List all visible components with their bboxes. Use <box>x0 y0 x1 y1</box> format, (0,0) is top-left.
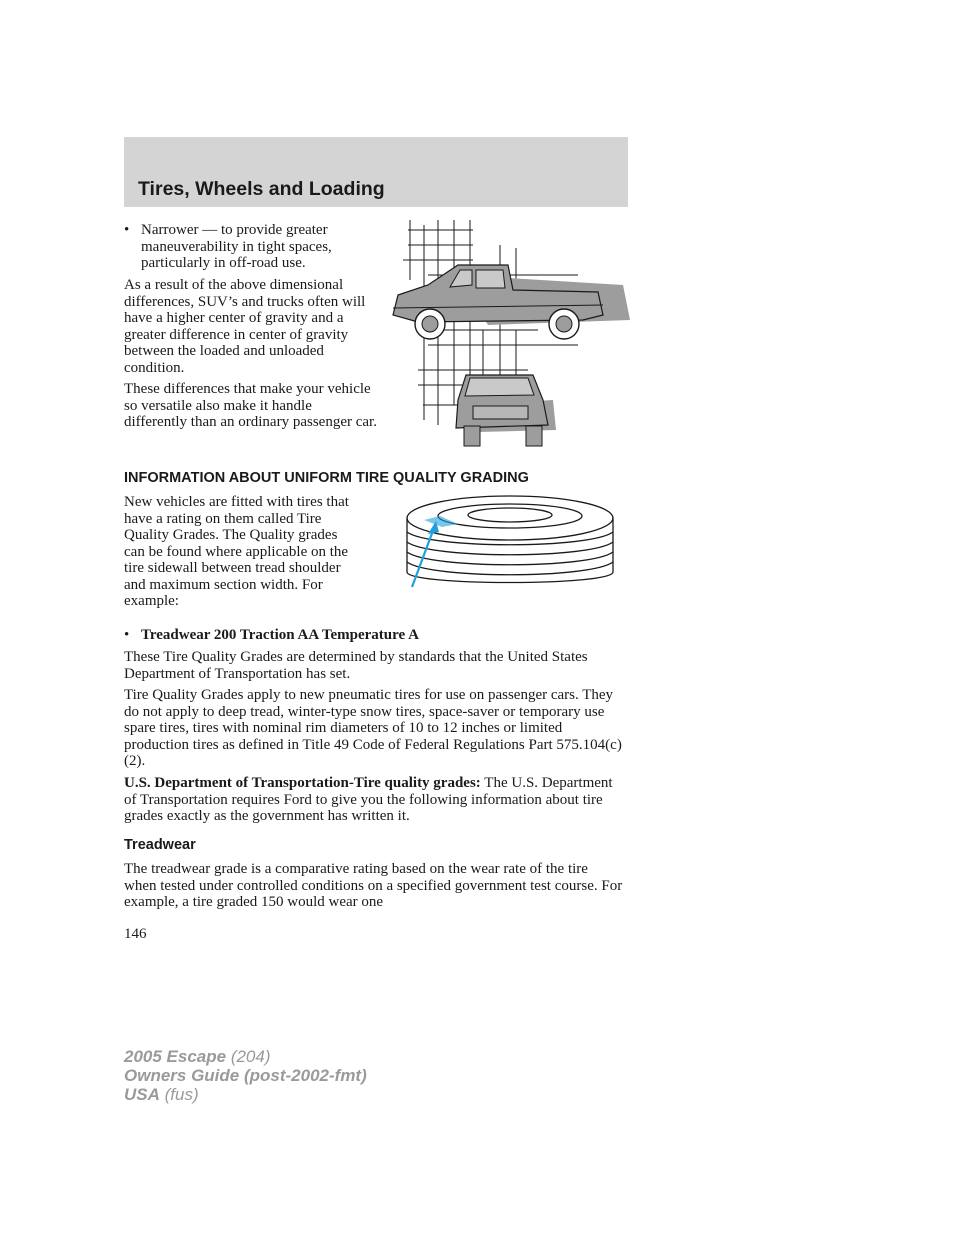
para-dimensional-differences: As a result of the above dimensional differences, SUV’s and trucks often will have a higher center of gravity and a greater difference in center of gravity between the loaded and unloaded condition. <box>124 277 366 376</box>
bullet-narrower-text: Narrower — to provide greater maneuverability in tight spaces, particularly in off-road use. <box>141 222 332 271</box>
footer-line-market: USA (fus) <box>124 1085 199 1104</box>
sidewall-marking <box>424 516 458 527</box>
truck-rear-view <box>456 375 556 446</box>
para-dot-grades <box>124 775 624 825</box>
tire-body <box>407 496 613 583</box>
footer-line-model: 2005 Escape (204) <box>124 1047 271 1066</box>
bullet-dot: • <box>124 627 130 643</box>
para-apply: Tire Quality Grades apply to new pneumatic tires for use on passenger cars. They do not apply to deep tread, winter-type snow tires, space-saver or temporary use spare tires, tires with nominal rim diameters of 10 to 12 inches or limited production tires as defined in Title 49 Code of Federal Regulations Part 575.104(c)(2). <box>124 687 622 769</box>
para-new-vehicles: New vehicles are fitted with tires that have a rating on them called Tire Quality Grades. The Quality grades can be found where applicable on the tire sidewall between tread shoulder and maximum section width. For example: <box>124 494 349 609</box>
utqg-heading: INFORMATION ABOUT UNIFORM TIRE QUALITY GRADING <box>124 470 529 486</box>
treadwear-heading: Treadwear <box>124 837 196 853</box>
truck-side-view <box>393 265 630 339</box>
para-standards: These Tire Quality Grades are determined by standards that the United States Department of Transportation has set. <box>124 649 588 682</box>
bullet-example-grade-text: Treadwear 200 Traction AA Temperature A <box>141 627 419 643</box>
footer-line-guide: Owners Guide (post-2002-fmt) <box>124 1066 367 1085</box>
para-versatile-handling: These differences that make your vehicle so versatile also make it handle differently than an ordinary passenger car. <box>124 381 377 430</box>
truck-center-of-gravity-illustration <box>388 220 630 450</box>
section-title: Tires, Wheels and Loading <box>138 178 385 200</box>
para-treadwear: The treadwear grade is a comparative rating based on the wear rate of the tire when tested under controlled conditions on a specified government test course. For example, a tire graded 150 would wear one <box>124 861 623 910</box>
dot-grades-text: The U.S. Department of Transportation requires Ford to give you the following information about tire grades exactly as the government has written it. <box>124 775 613 824</box>
document-footer <box>124 1047 367 1104</box>
page-number: 146 <box>124 926 147 942</box>
dot-grades-lead: U.S. Department of Transportation-Tire quality grades: <box>124 775 481 791</box>
tire-sidewall-illustration <box>400 494 620 594</box>
bullet-dot: • <box>124 222 130 238</box>
